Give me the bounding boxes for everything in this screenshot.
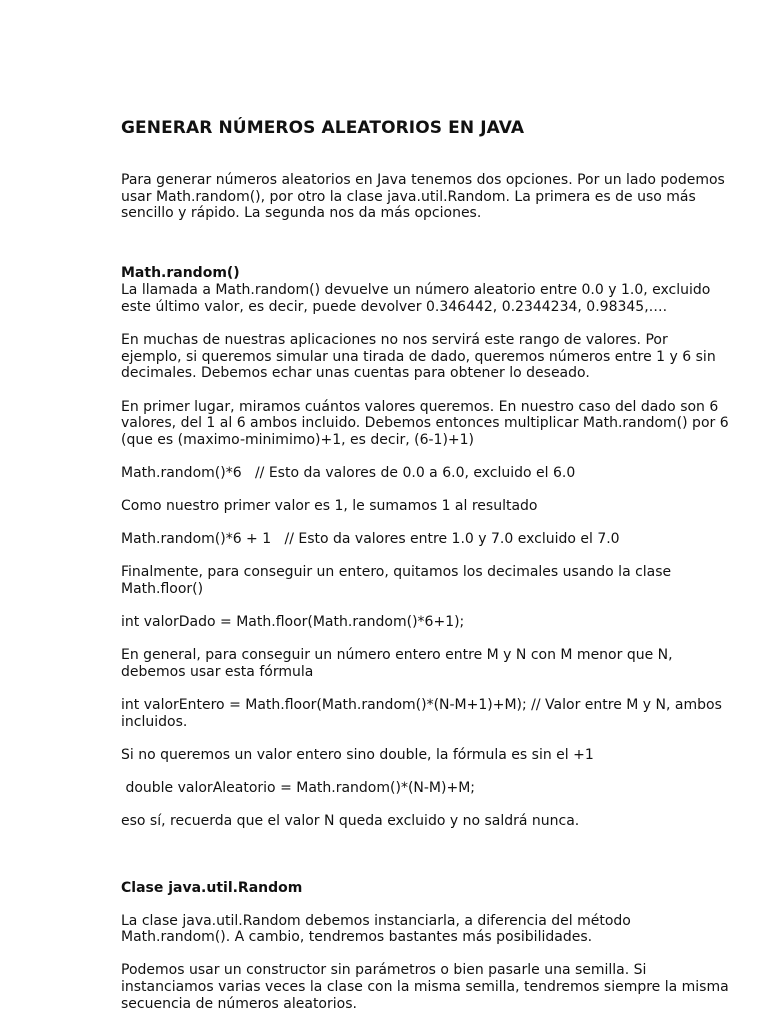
paragraph: eso sí, recuerda que el valor N queda excluido y no saldrá nunca. bbox=[121, 813, 580, 830]
paragraph: Podemos usar un constructor sin parámetros o bien pasarle una semilla. Si instanciamos varias veces la clase con la misma semilla, tendremos siempre la misma secuencia de números aleatorios. bbox=[121, 962, 729, 1012]
code-line: Math.random()*6 + 1 // Esto da valores entre 1.0 y 7.0 excluido el 7.0 bbox=[121, 531, 620, 548]
section-heading-math-random: Math.random() bbox=[121, 265, 240, 282]
paragraph: La clase java.util.Random debemos instanciarla, a diferencia del método Math.random(). A cambio, tendremos bastantes más posibilidades. bbox=[121, 912, 631, 946]
paragraph: Si no queremos un valor entero sino double, la fórmula es sin el +1 bbox=[121, 747, 594, 763]
document-title: GENERAR NÚMEROS ALEATORIOS EN JAVA bbox=[121, 118, 525, 138]
paragraph: En muchas de nuestras aplicaciones no nos servirá este rango de valores. Por ejemplo, si queremos simular una tirada de dado, queremos números entre 1 y 6 sin decimales. Debemos echar unas cuentas para obtener lo deseado. bbox=[121, 332, 716, 382]
code-line: int valorDado = Math.floor(Math.random()*6+1); bbox=[121, 614, 465, 631]
document-page bbox=[121, 117, 731, 1029]
code-line: int valorEntero = Math.floor(Math.random()*(N-M+1)+M); // Valor entre M y N, ambos incluidos. bbox=[121, 697, 722, 730]
section-heading-java-util-random: Clase java.util.Random bbox=[121, 879, 303, 896]
paragraph: En general, para conseguir un número entero entre M y N con M menor que N, debemos usar esta fórmula bbox=[121, 647, 673, 681]
paragraph: La llamada a Math.random() devuelve un número aleatorio entre 0.0 y 1.0, excluido este último valor, es decir, puede devolver 0.346442, 0.2344234, 0.98345,…. bbox=[121, 282, 711, 315]
spacer bbox=[121, 238, 731, 265]
intro-paragraph: Para generar números aleatorios en Java tenemos dos opciones. Por un lado podemos usar Math.random(), por otro la clase java.util.Random. La primera es de uso más sencillo y rápido. La segunda nos da más opciones. bbox=[121, 172, 725, 222]
paragraph: Como nuestro primer valor es 1, le sumamos 1 al resultado bbox=[121, 498, 538, 515]
paragraph: Finalmente, para conseguir un entero, quitamos los decimales usando la clase Math.floor() bbox=[121, 564, 672, 598]
spacer bbox=[121, 847, 731, 880]
code-line: Math.random()*6 // Esto da valores de 0.0 a 6.0, excluido el 6.0 bbox=[121, 464, 576, 481]
paragraph: En primer lugar, miramos cuántos valores queremos. En nuestro caso del dado son 6 valores, del 1 al 6 ambos incluido. Debemos entonces multiplicar Math.random() por 6 (que es (maximo-minimimo)+1, es decir, (6-1)+1) bbox=[121, 398, 729, 448]
code-line: double valorAleatorio = Math.random()*(N-M)+M; bbox=[121, 780, 475, 797]
